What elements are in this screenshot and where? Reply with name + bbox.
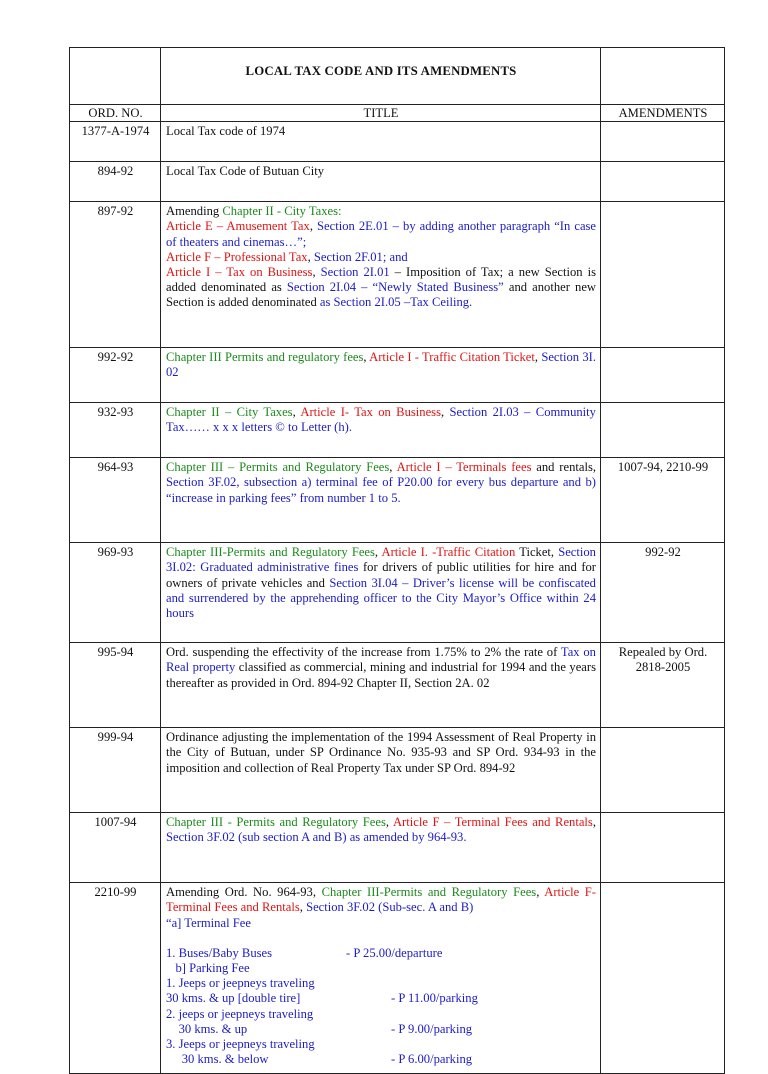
- title-text-segment: classified as commercial, mining and industrial for 1994 and the years thereafter as provided in Ord. 894-92 Chapter II, Section 2A. 02: [166, 660, 596, 690]
- title-text-segment: Amending: [166, 204, 223, 219]
- title-text-segment: Section 2F.01; and: [313, 249, 408, 264]
- amendments-cell: [601, 348, 725, 403]
- amendments-cell: [601, 202, 725, 348]
- title-text-segment: ,: [374, 545, 382, 560]
- ord-number-cell: 897-92: [70, 202, 161, 348]
- amendments-cell: 1007-94, 2210-99: [601, 458, 725, 543]
- ord-number-cell: 2210-99: [70, 883, 161, 1074]
- title-cell: [161, 643, 601, 728]
- title-text-segment: and rentals,: [531, 460, 596, 475]
- table-row: [70, 458, 725, 543]
- table-row: [70, 348, 725, 403]
- amendments-cell: [601, 403, 725, 458]
- title-text-segment: Article I- Tax on Business: [300, 405, 441, 420]
- title-text-segment: as Section 2I.05 –Tax Ceiling.: [319, 295, 473, 310]
- table-row: [70, 543, 725, 643]
- title-cell: [161, 202, 601, 348]
- table-row: [70, 202, 725, 348]
- ord-number-cell: 1377-A-1974: [70, 122, 161, 162]
- title-text-segment: Section 3I. 02: [166, 350, 596, 380]
- title-text-segment: and another new Section is added denominated: [166, 280, 596, 310]
- title-text-segment: Chapter III – Permits and Regulatory Fees: [166, 460, 390, 475]
- fee-label: 3. Jeeps or jeepneys traveling: [166, 1036, 315, 1051]
- heading-blank-cell: [70, 48, 161, 105]
- title-cell: [161, 813, 601, 883]
- title-text-segment: Section 2I.03 – Community Tax…… x x x letters © to Letter (h).: [166, 405, 596, 435]
- title-text-segment: Chapter II - City Taxes:: [222, 204, 342, 219]
- fee-amount: - P 9.00/parking: [391, 1021, 473, 1036]
- amendments-cell: 992-92: [601, 543, 725, 643]
- heading-row: [70, 48, 725, 105]
- ord-number-cell: 964-93: [70, 458, 161, 543]
- title-text-segment: ,: [363, 350, 370, 365]
- title-text-segment: ,: [309, 219, 318, 234]
- title-text-segment: ,: [385, 815, 393, 830]
- title-text-segment: Article F – Professional Tax: [166, 249, 308, 264]
- fee-line: [166, 1007, 596, 1022]
- heading-blank-cell: [601, 48, 725, 105]
- title-text-segment: Article E – Amusement Tax: [166, 219, 310, 234]
- title-text-segment: ,: [534, 350, 542, 365]
- title-text-segment: Amending Ord. No. 964-93,: [166, 885, 322, 900]
- title-cell: [161, 883, 601, 1074]
- title-text-segment: Article I. -Traffic Citation: [381, 545, 516, 560]
- ord-number-cell: 995-94: [70, 643, 161, 728]
- amendments-cell: [601, 728, 725, 813]
- fee-line: [166, 991, 596, 1006]
- table-row: [70, 728, 725, 813]
- fee-line: [166, 1022, 596, 1037]
- title-text-segment: – Imposition of Tax; a new Section is added denominated as: [166, 265, 596, 295]
- table-row: [70, 813, 725, 883]
- ord-number-cell: 992-92: [70, 348, 161, 403]
- title-text-segment: Section 3F.02, subsection a) terminal fee of P20.00 for every bus departure and b) “increase in parking fees” from number 1 to 5.: [166, 475, 596, 505]
- column-header-title: TITLE: [161, 105, 601, 122]
- fee-label: 30 kms. & up: [166, 1021, 248, 1036]
- title-text-segment: Section 2I.04 – “Newly Stated Business”: [286, 280, 504, 295]
- fee-line: [166, 1052, 596, 1067]
- title-text-segment: ,: [592, 815, 596, 830]
- title-text-segment: Ordinance adjusting the implementation of the 1994 Assessment of Real Property in the City of Butuan, under SP Ordinance No. 935-93 and SP Ord. 934-93 in the imposition and collection of Real Property Tax under SP Ord. 894-92: [166, 730, 596, 775]
- title-cell: [161, 458, 601, 543]
- title-text-segment: ,: [312, 265, 321, 280]
- title-text-segment: ,: [299, 900, 307, 915]
- title-cell: [161, 122, 601, 162]
- ord-number-cell: 969-93: [70, 543, 161, 643]
- title-text-segment: Section 3I.04 – Driver’s license will be confiscated and surrendered by the apprehending officer to the City Mayor’s Office within 24 hours: [166, 575, 596, 621]
- title-text-segment: Tax on Real property: [166, 645, 596, 675]
- title-cell: [161, 728, 601, 813]
- title-text-segment: “a] Terminal Fee: [166, 915, 251, 930]
- title-text-segment: ,: [536, 885, 545, 900]
- title-text-segment: for drivers of public utilities for hire and for owners of private vehicles and: [166, 560, 597, 590]
- title-text-segment: Section 3I.02: Graduated administrative fines: [166, 545, 596, 575]
- fee-line: [166, 976, 596, 991]
- amendments-cell: Repealed by Ord. 2818-2005: [601, 643, 725, 728]
- title-cell: [161, 543, 601, 643]
- fee-label: 30 kms. & below: [166, 1052, 269, 1067]
- table-row: [70, 403, 725, 458]
- title-text-segment: ,: [389, 460, 397, 475]
- column-header-row: [70, 105, 725, 122]
- fee-label: 2. jeeps or jeepneys traveling: [166, 1006, 314, 1021]
- title-text-segment: ,: [292, 405, 301, 420]
- title-text-segment: Article F – Terminal Fees and Rentals: [392, 815, 593, 830]
- heading-cell: [161, 48, 601, 105]
- title-text-segment: Ticket,: [515, 545, 559, 560]
- ordinance-table: [69, 47, 725, 1074]
- table-row: [70, 643, 725, 728]
- fee-amount: - P 6.00/parking: [391, 1052, 473, 1067]
- fee-line: [166, 1037, 596, 1052]
- fee-line: [166, 961, 596, 976]
- fee-amount: - P 11.00/parking: [391, 991, 478, 1006]
- amendments-cell: [601, 122, 725, 162]
- title-cell: [161, 162, 601, 202]
- fee-amount: - P 25.00/departure: [346, 945, 443, 960]
- column-header-ord: ORD. NO.: [70, 105, 161, 122]
- title-text-segment: Chapter III-Permits and Regulatory Fees: [166, 545, 375, 560]
- title-text-segment: Chapter II – City Taxes: [166, 405, 293, 420]
- title-cell: [161, 348, 601, 403]
- title-text-segment: ,: [307, 249, 314, 264]
- title-text-segment: Article I - Traffic Citation Ticket: [369, 350, 535, 365]
- fee-label: b] Parking Fee: [166, 961, 250, 975]
- title-text-segment: Article I – Tax on Business: [166, 265, 313, 280]
- title-text-segment: Article I – Terminals fees: [396, 460, 532, 475]
- title-text-segment: Chapter III - Permits and Regulatory Fees: [166, 815, 386, 830]
- title-cell: [161, 403, 601, 458]
- amendments-cell: [601, 883, 725, 1074]
- title-text-segment: ,: [440, 405, 450, 420]
- title-text-segment: Section 3F.02 (Sub-sec. A and B): [306, 900, 474, 915]
- title-text-segment: Local Tax Code of Butuan City: [166, 164, 325, 179]
- fee-label: 1. Jeeps or jeepneys traveling: [166, 976, 315, 991]
- column-header-amendments: AMENDMENTS: [601, 105, 725, 122]
- title-text-segment: Ord. suspending the effectivity of the increase from 1.75% to 2% the rate of: [166, 645, 561, 660]
- title-text-segment: Chapter III Permits and regulatory fees: [166, 350, 364, 365]
- title-text-segment: Section 2I.01: [320, 265, 390, 280]
- ord-number-cell: 1007-94: [70, 813, 161, 883]
- title-text-segment: Chapter III-Permits and Regulatory Fees: [321, 885, 537, 900]
- title-text-segment: Local Tax code of 1974: [166, 124, 286, 139]
- amendments-cell: [601, 162, 725, 202]
- title-text-segment: Section 2E.01 – by adding another paragraph “In case of theaters and cinemas…”;: [166, 219, 597, 249]
- title-text-segment: Article F-Terminal Fees and Rentals: [166, 885, 596, 915]
- fee-label: 30 kms. & up [double tire]: [166, 991, 301, 1006]
- fee-line: [166, 946, 596, 961]
- fee-label: 1. Buses/Baby Buses: [166, 945, 273, 960]
- ord-number-cell: 999-94: [70, 728, 161, 813]
- table-row: [70, 122, 725, 162]
- title-text-segment: Section 3F.02 (sub section A and B) as amended by 964-93.: [166, 830, 467, 845]
- document-title: LOCAL TAX CODE AND ITS AMENDMENTS: [245, 64, 517, 78]
- table-row: [70, 162, 725, 202]
- amendments-cell: [601, 813, 725, 883]
- ord-number-cell: 932-93: [70, 403, 161, 458]
- table-row: [70, 883, 725, 1074]
- ord-number-cell: 894-92: [70, 162, 161, 202]
